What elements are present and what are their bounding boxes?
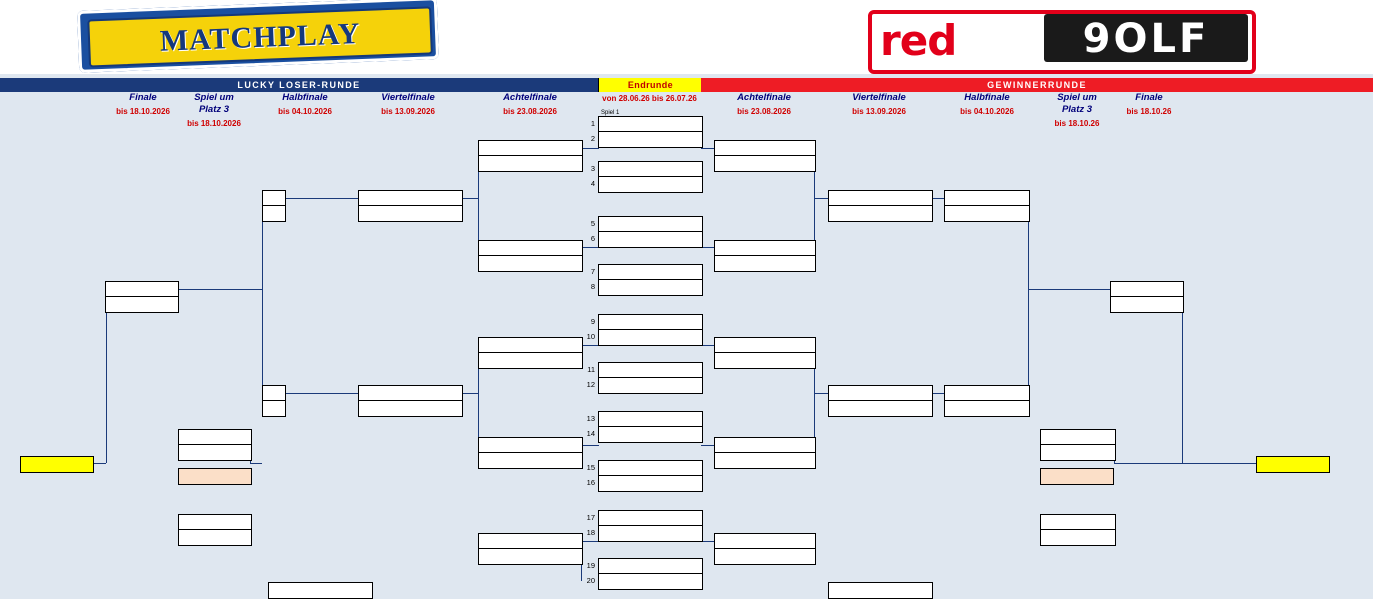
column-title-left-4: Achtelfinale [503, 92, 557, 103]
seed-number-4: 4 [590, 179, 595, 188]
band-lucky-loser [0, 78, 598, 92]
column-title-right-1: Viertelfinale [852, 92, 906, 103]
matchplay-logo [77, 0, 439, 73]
match-slot-center-5[interactable] [598, 231, 703, 248]
match-slot-right-16[interactable] [944, 205, 1030, 222]
matchplay-logo-text: MATCHPLAY [159, 17, 361, 58]
seed-number-6: 6 [590, 234, 595, 243]
connector-h-19 [284, 198, 358, 199]
match-slot-left-1[interactable] [478, 155, 583, 172]
connector-h-15 [814, 198, 829, 199]
seed-number-13: 13 [586, 414, 595, 423]
connector-h-17 [931, 198, 945, 199]
column-date-right-1: bis 13.09.2026 [852, 107, 906, 116]
match-slot-left-7[interactable] [478, 452, 583, 469]
seed-number-9: 9 [590, 317, 595, 326]
connector-h-8 [581, 445, 599, 446]
connector-v-13 [1182, 296, 1183, 463]
column-date-right-3: bis 18.10.26 [1054, 119, 1100, 128]
connector-h-11 [701, 247, 715, 248]
column-title-left-1: Spiel um Platz 3 [194, 92, 234, 115]
match-slot-left-5[interactable] [478, 352, 583, 369]
seed-number-19: 19 [586, 561, 595, 570]
band-endrunde [598, 78, 703, 92]
connector-h-22 [1028, 289, 1112, 290]
column-title-right-0: Achtelfinale [737, 92, 791, 103]
connector-h-16 [814, 393, 829, 394]
column-date-right-0: bis 23.08.2026 [737, 107, 791, 116]
match-slot-right-1[interactable] [714, 155, 816, 172]
seed-number-5: 5 [590, 219, 595, 228]
column-date-left-1: bis 18.10.2026 [187, 119, 241, 128]
seed-number-10: 10 [586, 332, 595, 341]
match-slot-center-17[interactable] [598, 525, 703, 542]
seed-number-15: 15 [586, 463, 595, 472]
seed-number-12: 12 [586, 380, 595, 389]
seed-number-20: 20 [586, 576, 595, 585]
band-endrunde-label: Endrunde [627, 80, 674, 90]
match-slot-right-14[interactable] [828, 582, 933, 599]
column-date-right-4: bis 18.10.26 [1126, 107, 1172, 116]
match-slot-right-20[interactable] [1040, 444, 1116, 461]
column-date-left-3: bis 13.09.2026 [381, 107, 435, 116]
match-slot-right-9[interactable] [714, 548, 816, 565]
seed-number-18: 18 [586, 528, 595, 537]
redgolf-logo-red-text: red [880, 16, 957, 65]
column-date-left-0: bis 18.10.2026 [116, 107, 170, 116]
match-slot-highlight-3[interactable] [1040, 468, 1114, 485]
match-slot-left-20[interactable] [178, 444, 252, 461]
column-title-right-4: Finale [1135, 92, 1163, 103]
column-date-left-4: bis 23.08.2026 [503, 107, 557, 116]
redgolf-logo-black-block [1044, 14, 1248, 62]
connector-h-20 [284, 393, 358, 394]
seed-number-8: 8 [590, 282, 595, 291]
match-slot-highlight-0[interactable] [20, 456, 94, 473]
match-slot-left-16[interactable] [262, 205, 286, 222]
match-slot-left-24[interactable] [105, 296, 179, 313]
column-date-left-2: bis 04.10.2026 [278, 107, 332, 116]
seed-number-11: 11 [587, 365, 595, 374]
connector-h-2 [1114, 463, 1256, 464]
match-slot-left-22[interactable] [178, 529, 252, 546]
spiel-label: Spiel 1 [601, 110, 620, 116]
match-slot-center-7[interactable] [598, 279, 703, 296]
connector-h-13 [701, 445, 715, 446]
connector-h-1 [250, 463, 262, 464]
endrunde-dates: von 28.06.26 bis 26.07.26 [602, 94, 697, 103]
connector-h-0 [92, 463, 106, 464]
seed-number-1: 1 [590, 119, 595, 128]
match-slot-right-5[interactable] [714, 352, 816, 369]
connector-v-11 [1028, 289, 1029, 394]
connector-h-21 [177, 289, 262, 290]
connector-h-3 [461, 198, 479, 199]
match-slot-left-14[interactable] [268, 582, 373, 599]
seed-number-2: 2 [590, 134, 595, 143]
match-slot-center-19[interactable] [598, 573, 703, 590]
seed-number-16: 16 [586, 478, 595, 487]
match-slot-right-24[interactable] [1110, 296, 1184, 313]
match-slot-left-11[interactable] [358, 205, 463, 222]
match-slot-center-15[interactable] [598, 475, 703, 492]
band-gewinnerrunde [701, 78, 1373, 92]
match-slot-center-11[interactable] [598, 377, 703, 394]
match-slot-highlight-2[interactable] [178, 468, 252, 485]
column-title-left-3: Viertelfinale [381, 92, 435, 103]
match-slot-right-18[interactable] [944, 400, 1030, 417]
connector-h-6 [581, 247, 599, 248]
column-date-right-2: bis 04.10.2026 [960, 107, 1014, 116]
connector-h-7 [581, 345, 599, 346]
connector-v-12 [106, 296, 107, 463]
connector-h-5 [581, 148, 599, 149]
connector-h-12 [701, 345, 715, 346]
match-slot-right-11[interactable] [828, 205, 933, 222]
connector-v-5 [262, 289, 263, 394]
connector-h-9 [581, 541, 599, 542]
match-slot-right-7[interactable] [714, 452, 816, 469]
match-slot-center-13[interactable] [598, 426, 703, 443]
match-slot-center-9[interactable] [598, 329, 703, 346]
page-header [0, 0, 1373, 74]
match-slot-right-13[interactable] [828, 400, 933, 417]
column-title-right-3: Spiel um Platz 3 [1057, 92, 1097, 115]
column-title-right-2: Halbfinale [964, 92, 1010, 103]
seed-number-7: 7 [590, 267, 595, 276]
match-slot-right-3[interactable] [714, 255, 816, 272]
match-slot-highlight-1[interactable] [1256, 456, 1330, 473]
redgolf-logo-golf-text: 9OLF [1082, 16, 1210, 62]
match-slot-right-22[interactable] [1040, 529, 1116, 546]
column-title-left-2: Halbfinale [282, 92, 328, 103]
match-slot-left-13[interactable] [358, 400, 463, 417]
match-slot-center-1[interactable] [598, 131, 703, 148]
column-title-left-0: Finale [129, 92, 157, 103]
seed-number-14: 14 [586, 429, 595, 438]
connector-h-18 [931, 393, 945, 394]
seed-number-17: 17 [586, 513, 595, 522]
connector-h-4 [461, 393, 479, 394]
seed-number-3: 3 [590, 164, 595, 173]
connector-v-17 [1182, 463, 1183, 464]
match-slot-left-9[interactable] [478, 548, 583, 565]
band-lucky-loser-label: LUCKY LOSER-RUNDE [237, 80, 361, 90]
connector-h-10 [701, 148, 715, 149]
match-slot-center-3[interactable] [598, 176, 703, 193]
band-gewinnerrunde-label: GEWINNERRUNDE [987, 80, 1087, 90]
redgolf-logo [868, 10, 1256, 74]
match-slot-left-18[interactable] [262, 400, 286, 417]
connector-h-14 [701, 541, 715, 542]
match-slot-left-3[interactable] [478, 255, 583, 272]
